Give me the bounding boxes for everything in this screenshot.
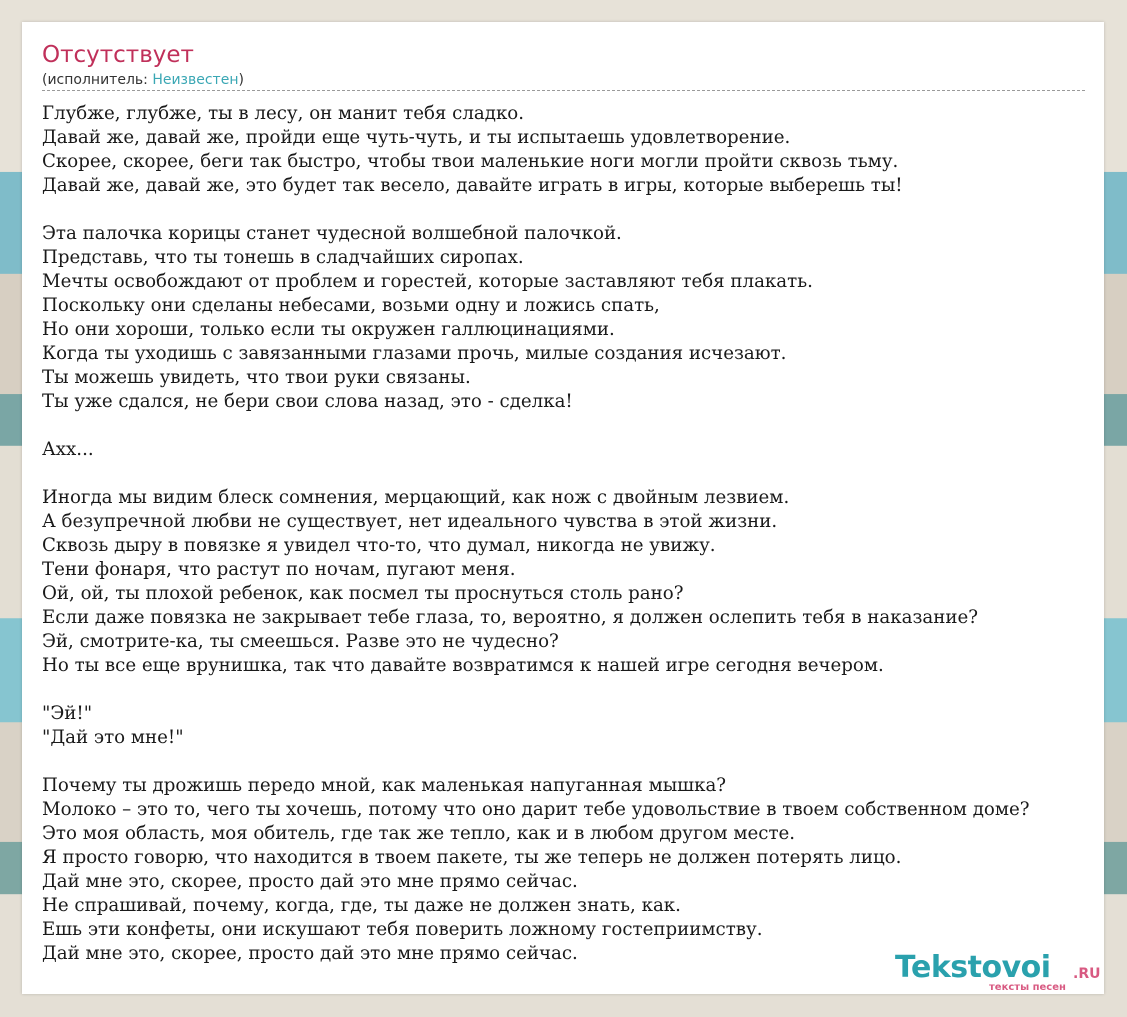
lyric-line: Если даже повязка не закрывает тебе глаза, то, вероятно, я должен ослепить тебя в наказание? (42, 607, 978, 628)
lyric-line: А безупречной любви не существует, нет идеального чувства в этой жизни. (42, 511, 778, 532)
lyric-line: Глубже, глубже, ты в лесу, он манит тебя сладко. (42, 103, 525, 124)
performer-link[interactable]: Неизвестен (152, 72, 239, 88)
lyric-line: Поскольку они сделаны небесами, возьми одну и ложись спать, (42, 295, 660, 316)
lyric-blank-line (42, 198, 1127, 222)
lyric-line: Представь, что ты тонешь в сладчайших сиропах. (42, 247, 524, 268)
song-title: Отсутствует (42, 42, 194, 68)
lyric-blank-line (42, 678, 1127, 702)
lyric-line: Эта палочка корицы станет чудесной волшебной палочкой. (42, 223, 622, 244)
performer-prefix: (исполнитель: (42, 72, 153, 88)
lyric-line: Ой, ой, ты плохой ребенок, как посмел ты проснуться столь рано? (42, 583, 684, 604)
logo-tagline: тексты песен (989, 982, 1066, 993)
logo-domain: .RU (1073, 966, 1101, 982)
lyric-line: Ты уже сдался, не бери свои слова назад, это - сделка! (42, 391, 573, 412)
lyric-line: Но они хороши, только если ты окружен галлюцинациями. (42, 319, 615, 340)
lyric-line: Мечты освобождают от проблем и горестей, которые заставляют тебя плакать. (42, 271, 813, 292)
lyric-line: Сквозь дыру в повязке я увидел что-то, что думал, никогда не увижу. (42, 535, 716, 556)
lyric-line: Ахх... (42, 439, 94, 460)
lyric-line: Давай же, давай же, это будет так весело, давайте играть в игры, которые выберешь ты! (42, 175, 903, 196)
lyric-line: Иногда мы видим блеск сомнения, мерцающий, как нож с двойным лезвием. (42, 487, 790, 508)
site-logo[interactable] (895, 950, 1105, 998)
lyric-line: Дай мне это, скорее, просто дай это мне прямо сейчас. (42, 943, 578, 964)
lyric-line: "Дай это мне!" (42, 727, 184, 748)
lyric-blank-line (42, 750, 1127, 774)
lyric-line: Давай же, давай же, пройди еще чуть-чуть, и ты испытаешь удовлетворение. (42, 127, 791, 148)
lyric-line: Когда ты уходишь с завязанными глазами прочь, милые создания исчезают. (42, 343, 787, 364)
lyric-line: Не спрашивай, почему, когда, где, ты даже не должен знать, как. (42, 895, 681, 916)
title-divider (42, 90, 1085, 91)
lyric-blank-line (42, 462, 1127, 486)
lyric-line: Ешь эти конфеты, они искушают тебя поверить ложному гостеприимству. (42, 919, 763, 940)
lyric-line: Эй, смотрите-ка, ты смеешься. Разве это не чудесно? (42, 631, 559, 652)
lyric-line: Тени фонаря, что растут по ночам, пугают меня. (42, 559, 516, 580)
lyrics-text (42, 102, 1127, 966)
logo-wordmark: Tekstovoi (895, 950, 1051, 985)
lyric-line: "Эй!" (42, 703, 93, 724)
lyric-line: Я просто говорю, что находится в твоем пакете, ты же теперь не должен потерять лицо. (42, 847, 902, 868)
performer-suffix: ) (238, 72, 244, 88)
lyric-line: Но ты все еще врунишка, так что давайте возвратимся к нашей игре сегодня вечером. (42, 655, 884, 676)
lyrics-card (22, 22, 1104, 994)
lyric-line: Ты можешь увидеть, что твои руки связаны. (42, 367, 471, 388)
lyric-line: Скорее, скорее, беги так быстро, чтобы твои маленькие ноги могли пройти сквозь тьму. (42, 151, 899, 172)
lyric-line: Молоко – это то, чего ты хочешь, потому что оно дарит тебе удовольствие в твоем собственном доме? (42, 799, 1030, 820)
lyric-line: Дай мне это, скорее, просто дай это мне прямо сейчас. (42, 871, 578, 892)
lyric-line: Это моя область, моя обитель, где так же тепло, как и в любом другом месте. (42, 823, 796, 844)
lyric-line: Почему ты дрожишь передо мной, как маленькая напуганная мышка? (42, 775, 727, 796)
lyric-blank-line (42, 414, 1127, 438)
performer-line (42, 72, 244, 88)
